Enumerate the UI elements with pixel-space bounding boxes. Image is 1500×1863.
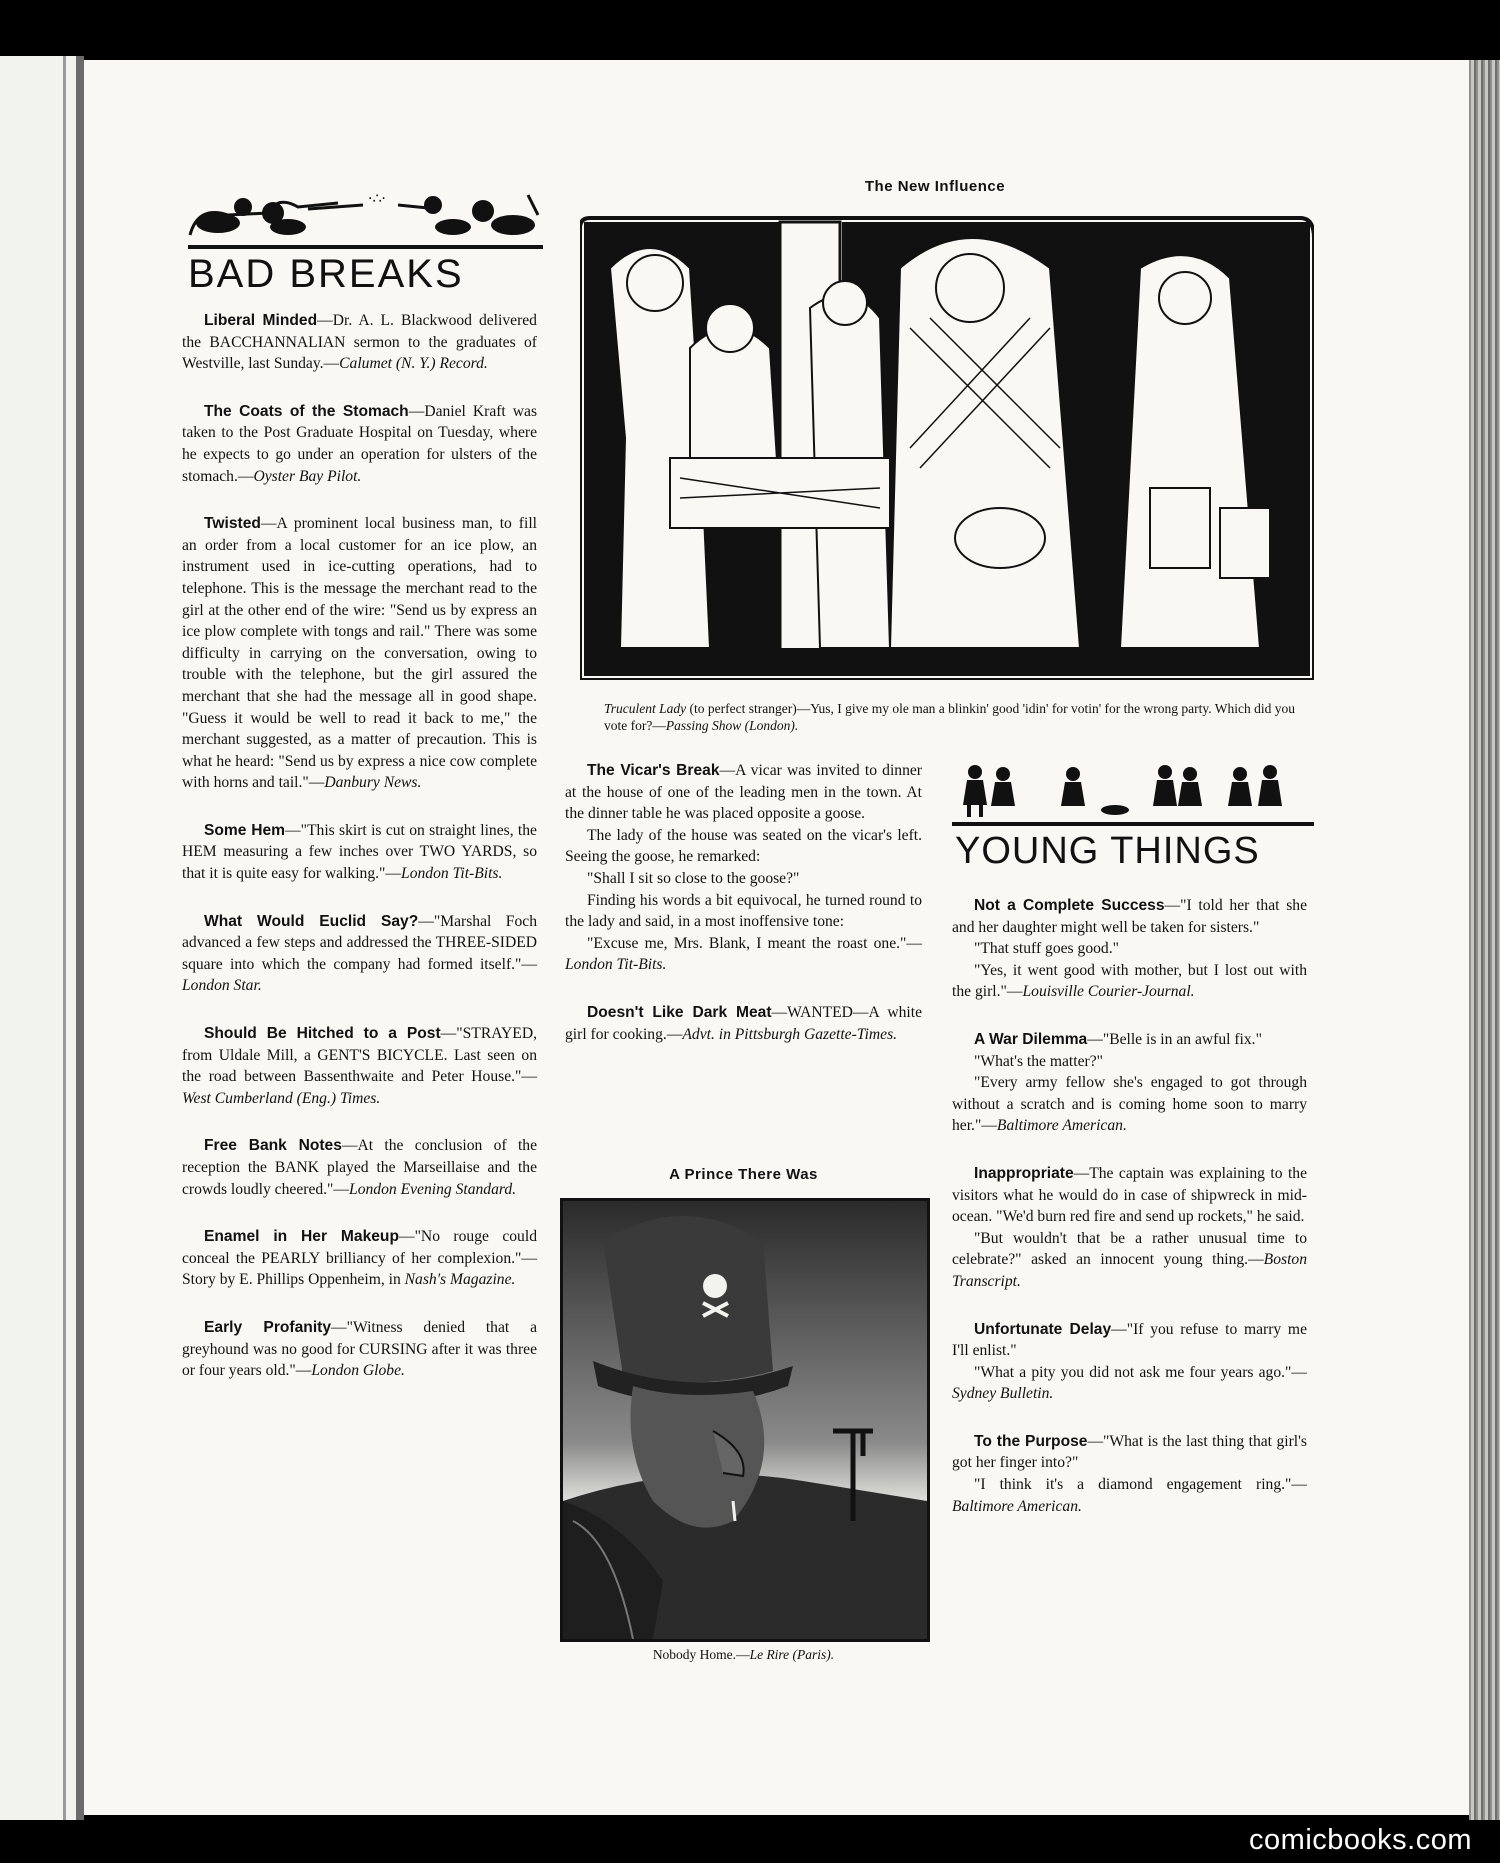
prince-cartoon	[560, 1198, 930, 1642]
list-item: Should Be Hitched to a Post—"STRAYED, from Uldale Mill, a GENT'S BICYCLE. Last seen on the road between Bassenthwaite and Peter House."—West Cumberland (Eng.) Times.	[182, 1025, 537, 1107]
bad-breaks-title: BAD BREAKS	[188, 252, 464, 296]
book-binding	[0, 56, 84, 1821]
bad-breaks-column	[182, 310, 537, 1408]
young-things-rule	[952, 822, 1314, 826]
list-item: Enamel in Her Makeup—"No rouge could conceal the PEARLY brilliancy of her complexion."—Story by E. Phillips Oppenheim, in Nash's Magazine.	[182, 1228, 537, 1289]
list-item: Early Profanity—"Witness denied that a greyhound was no good for CURSING after it was three or four years old."—London Globe.	[182, 1318, 538, 1380]
list-item: Some Hem—"This skirt is cut on straight lines, the HEM measuring a few inches over TWO YARDS, so that it is quite easy for walking."—London Tit-Bits.	[182, 821, 537, 883]
bad-breaks-rule	[188, 245, 543, 249]
watermark: comicbooks.com	[1249, 1824, 1472, 1856]
list-item: The Coats of the Stomach—Daniel Kraft was taken to the Post Graduate Hospital on Tuesday, where he expects to go under an operation for ulsters of the stomach.—Oyster Bay Pilot.	[182, 402, 538, 485]
list-item: Free Bank Notes—At the conclusion of the reception the BANK played the Marseillaise and the crowds loudly cheered."—London Evening Standard.	[182, 1137, 538, 1198]
list-item: A War Dilemma—"Belle is in an awful fix." "What's the matter?" "Every army fellow she's engaged to got through without a scratch and is coming home soon to marry her."—Baltimore American.	[952, 1030, 1307, 1135]
svg-text:·∴·: ·∴·	[368, 191, 386, 207]
list-item: Inappropriate—The captain was explaining to the visitors what he would do in case of shipwreck in mid-ocean. "We'd burn red fire and send up rockets," he said. "But wouldn't that be a rather unusual time to celebrate?" asked an innocent young thing.—Boston Transcript.	[952, 1164, 1307, 1290]
young-things-header-illustration	[955, 760, 1310, 822]
prince-title: A Prince There Was	[669, 1166, 818, 1183]
prince-caption: Nobody Home.—Le Rire (Paris).	[652, 1647, 835, 1662]
scan-top-border	[0, 0, 1500, 68]
list-item: Not a Complete Success—"I told her that she and her daughter might well be taken for sisters." "That stuff goes good." "Yes, it went good with mother, but I lost out with the girl."—Louisville Courier-Journal.	[952, 897, 1307, 1001]
list-item: Liberal Minded—Dr. A. L. Blackwood delivered the BACCHANNALIAN sermon to the graduates of Westville, last Sunday.—Calumet (N. Y.) Record.	[182, 312, 537, 373]
middle-column	[565, 760, 922, 1071]
new-influence-cartoon	[580, 208, 1314, 680]
page-edge	[1469, 60, 1500, 1820]
list-item: What Would Euclid Say?—"Marshal Foch advanced a few steps and addressed the THREE-SIDED square into which the company had formed itself."—London Star.	[182, 912, 537, 995]
new-influence-caption: Truculent Lady (to perfect stranger)—Yus, I give my ole man a blinkin' good 'idin' for votin' for the wrong party. Which did you vote for?—Passing Show (London).	[604, 701, 1295, 733]
list-item: Twisted—A prominent local business man, to fill an order from a local customer for an ice plow, an instrument used in ice-cutting operations, had to telephone. This is the message the merchant read to the girl at the other end of the wire: "Send us by express an ice plow complete with tongs and rail." There was some difficulty in carrying on the conversation, owing to trouble with the telephone, but the girl assured the merchant that she had the message all in good shape. "Guess it would be well to read it back to me," the merchant suggested, as a matter of precaution. This is what he heard: "Send us by express a nice cow complete with horns and tail."—Danbury News.	[182, 515, 537, 792]
list-item: The Vicar's Break—A vicar was invited to dinner at the house of one of the leading men in the town. At the dinner table he was placed opposite a goose. The lady of the house was seated on the vicar's left. Seeing the goose, he remarked: "Shall I sit so close to the goose?" Finding his words a bit equivocal, he turned round to the lady and said, in a most inoffensive tone: "Excuse me, Mrs. Blank, I meant the roast one."—London Tit-Bits.	[565, 762, 922, 974]
list-item: Doesn't Like Dark Meat—WANTED—A white girl for cooking.—Advt. in Pittsburgh Gazette-Times.	[565, 1003, 922, 1043]
new-influence-title: The New Influence	[864, 178, 1006, 195]
young-things-title: YOUNG THINGS	[955, 830, 1260, 872]
bad-breaks-header-illustration	[188, 185, 543, 247]
list-item: Unfortunate Delay—"If you refuse to marry me I'll enlist." "What a pity you did not ask me four years ago."—Sydney Bulletin.	[952, 1320, 1307, 1403]
list-item: To the Purpose—"What is the last thing that girl's got her finger into?" "I think it's a diamond engagement ring."—Baltimore American.	[952, 1432, 1307, 1515]
young-things-column	[952, 895, 1307, 1543]
